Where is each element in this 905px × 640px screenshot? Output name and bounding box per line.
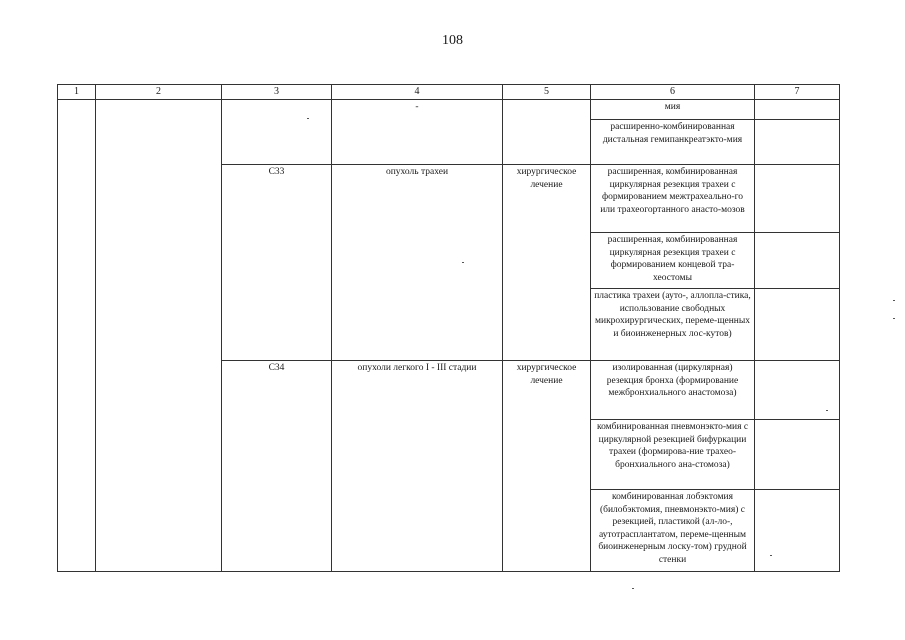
- header-col-1: 1: [58, 85, 96, 100]
- header-col-3: 3: [222, 85, 332, 100]
- header-col-7: 7: [755, 85, 840, 100]
- col2-cell: [96, 100, 222, 572]
- col7-cell: [755, 165, 840, 233]
- method-cell: расширенно-комбинированная дистальная гемипанкреатэкто-мия: [591, 120, 755, 165]
- code-cell: C33: [222, 165, 332, 361]
- method-cell: расширенная, комбинированная циркулярная резекция трахеи с формированием межтрахеально-го или трахеогортанного анасто-мозов: [591, 165, 755, 233]
- method-cell: изолированная (циркулярная) резекция бронха (формирование межбронхиального анастомоза): [591, 361, 755, 420]
- method-cell: пластика трахеи (ауто-, аллопла-стика, использование свободных микрохирургических, переме-щенных и биоинженерных лос-кутов): [591, 289, 755, 361]
- diagnosis-cell: опухоли легкого I - III стадии: [332, 361, 503, 572]
- page-number: 108: [442, 33, 463, 48]
- header-col-4: 4: [332, 85, 503, 100]
- code-cell: [222, 100, 332, 165]
- scan-speck: [893, 300, 895, 301]
- diagnosis-cell: опухоль трахеи: [332, 165, 503, 361]
- header-col-5: 5: [503, 85, 591, 100]
- code-cell: C34: [222, 361, 332, 572]
- treatment-cell: хирургическое лечение: [503, 165, 591, 361]
- scan-speck: [826, 410, 828, 411]
- col7-cell: [755, 233, 840, 289]
- scan-speck: [770, 555, 772, 556]
- scan-speck: [462, 262, 464, 263]
- col7-cell: [755, 120, 840, 165]
- diagnosis-cell: -: [332, 100, 503, 165]
- method-cell: комбинированная пневмонэкто-мия с циркулярной резекцией бифуркации трахеи (формирова-ние трахео-бронхиального ана-стомоза): [591, 420, 755, 490]
- method-cell: мия: [591, 100, 755, 120]
- scan-speck: [893, 318, 895, 319]
- treatment-cell: хирургическое лечение: [503, 361, 591, 572]
- table-row: [58, 100, 840, 120]
- method-cell: комбинированная лобэктомия (билобэктомия, пневмонэкто-мия) с резекцией, пластикой (ал-ло-, аутотрасплантатом, переме-щенным биоинженерным лоску-том) грудной стенки: [591, 490, 755, 572]
- col7-cell: [755, 100, 840, 120]
- procedures-table: [57, 84, 840, 572]
- method-cell: расширенная, комбинированная циркулярная резекция трахеи с формированием концевой тра-хеостомы: [591, 233, 755, 289]
- treatment-cell: [503, 100, 591, 165]
- scan-speck: [632, 588, 634, 589]
- col7-cell: [755, 289, 840, 361]
- scan-speck: [307, 118, 309, 119]
- header-col-6: 6: [591, 85, 755, 100]
- col1-cell: [58, 100, 96, 572]
- col7-cell: [755, 420, 840, 490]
- col7-cell: [755, 490, 840, 572]
- header-col-2: 2: [96, 85, 222, 100]
- table-header: [58, 85, 840, 100]
